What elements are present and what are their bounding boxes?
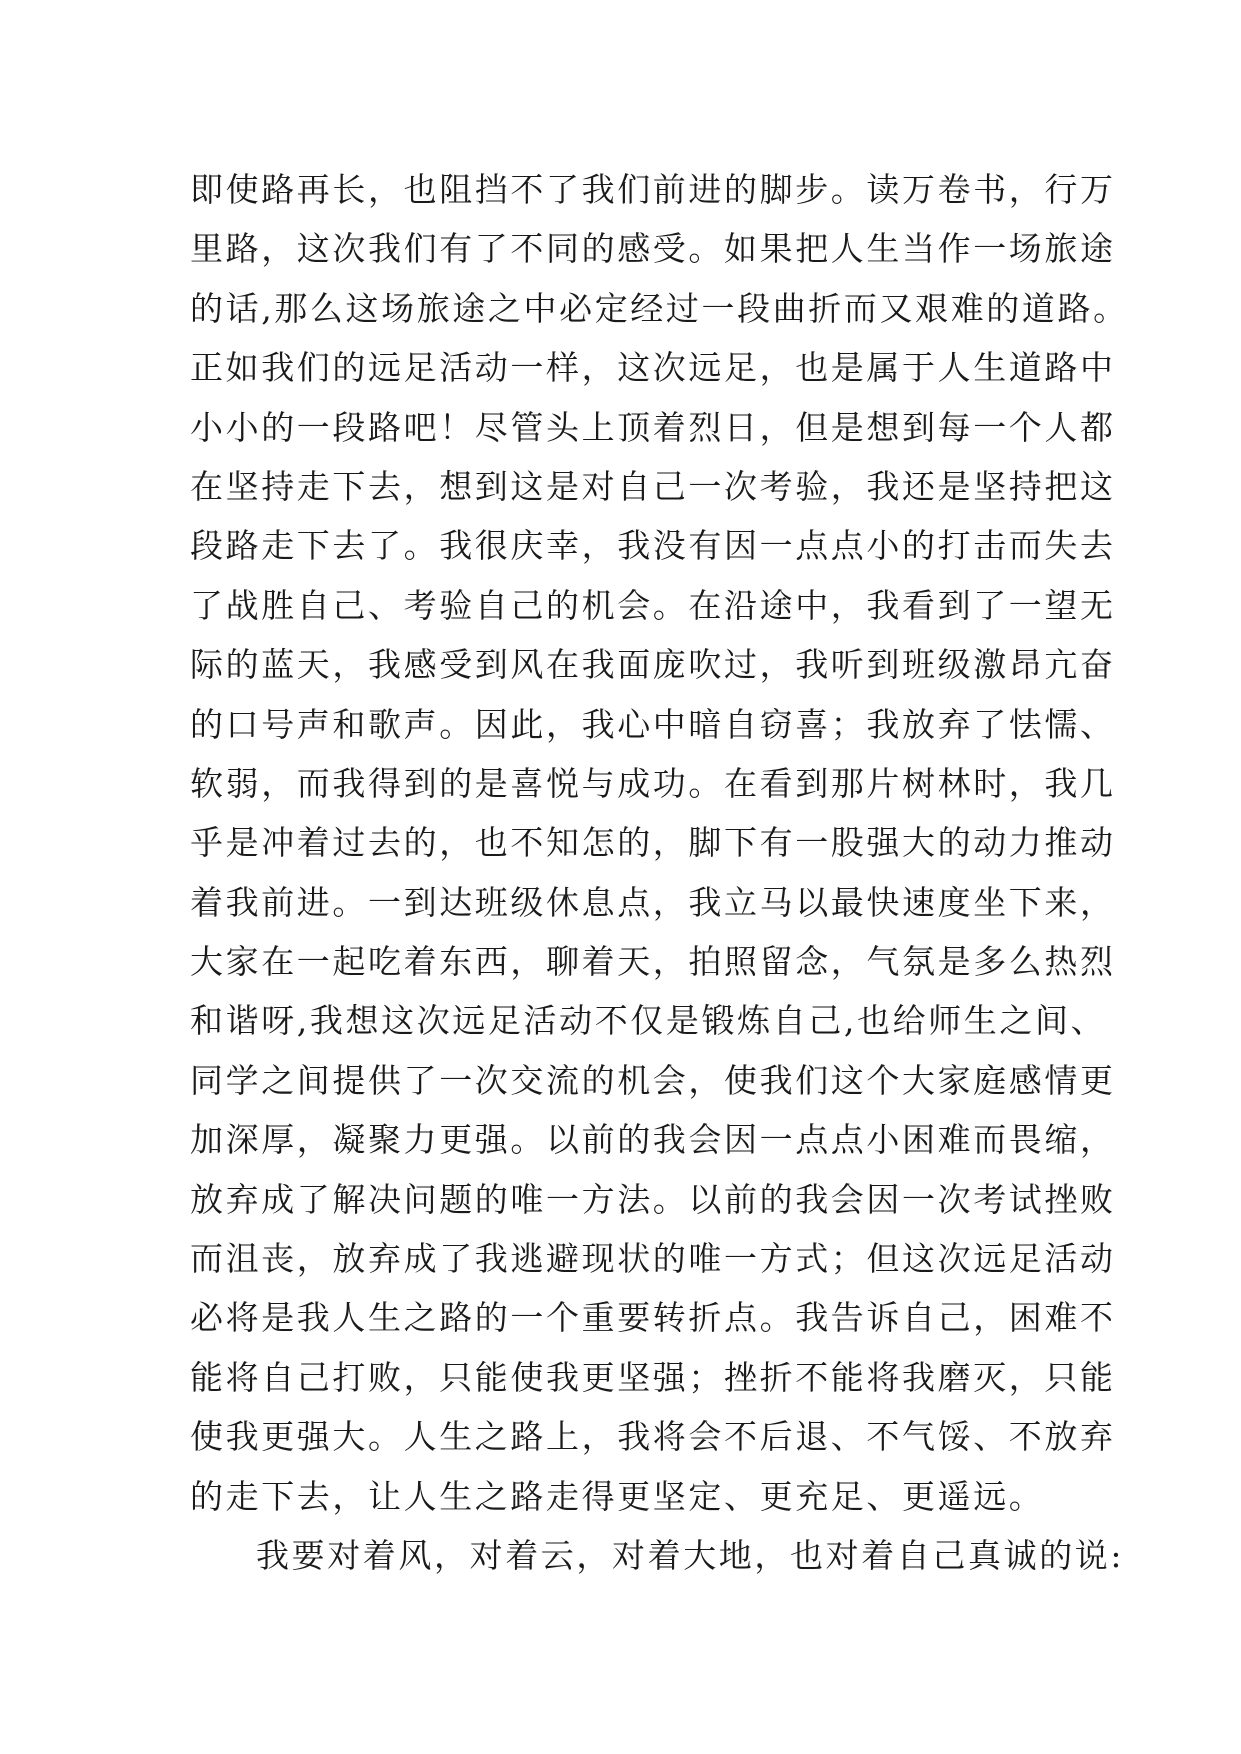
paragraph-indented-line: 我要对着风，对着云，对着大地，也对着自己真诚的说: (256, 1535, 1125, 1575)
text-line: 放弃成了解决问题的唯一方法。以前的我会因一次考试挫败 (190, 1179, 1116, 1219)
text-line: 软弱，而我得到的是喜悦与成功。在看到那片树林时，我几 (190, 763, 1116, 803)
text-line: 了战胜自己、考验自己的机会。在沿途中，我看到了一望无 (190, 585, 1116, 625)
text-line: 里路，这次我们有了不同的感受。如果把人生当作一场旅途 (190, 229, 1116, 269)
text-line: 际的蓝天，我感受到风在我面庞吹过，我听到班级激昂亢奋 (190, 645, 1116, 685)
text-line: 的口号声和歌声。因此，我心中暗自窃喜；我放弃了怯懦、 (190, 704, 1116, 744)
text-line: 乎是冲着过去的，也不知怎的，脚下有一股强大的动力推动 (190, 823, 1116, 863)
text-line: 加深厚，凝聚力更强。以前的我会因一点点小困难而畏缩， (190, 1120, 1116, 1160)
text-line: 大家在一起吃着东西，聊着天，拍照留念，气氛是多么热烈 (190, 942, 1116, 982)
text-line: 在坚持走下去，想到这是对自己一次考验，我还是坚持把这 (190, 466, 1116, 506)
text-line: 而沮丧，放弃成了我逃避现状的唯一方式；但这次远足活动 (190, 1239, 1116, 1279)
text-line: 能将自己打败，只能使我更坚强；挫折不能将我磨灭，只能 (190, 1357, 1116, 1397)
text-line: 正如我们的远足活动一样，这次远足，也是属于人生道路中 (190, 348, 1116, 388)
text-line: 即使路再长，也阻挡不了我们前进的脚步。读万卷书，行万 (190, 170, 1116, 209)
text-line: 的走下去，让人生之路走得更坚定、更充足、更遥远。 (190, 1476, 1045, 1516)
essay-text (190, 160, 1129, 1585)
text-line: 必将是我人生之路的一个重要转折点。我告诉自己，困难不 (190, 1298, 1116, 1338)
text-line: 使我更强大。人生之路上，我将会不后退、不气馁、不放弃 (190, 1417, 1116, 1457)
text-line: 着我前进。一到达班级休息点，我立马以最快速度坐下来， (190, 882, 1116, 922)
text-line: 的话,那么这场旅途之中必定经过一段曲折而又艰难的道路。 (190, 288, 1129, 328)
text-line: 段路走下去了。我很庆幸，我没有因一点点小的打击而失去 (190, 526, 1116, 566)
text-line: 小小的一段路吧！尽管头上顶着烈日，但是想到每一个人都 (190, 407, 1116, 447)
text-line: 和谐呀,我想这次远足活动不仅是锻炼自己,也给师生之间、 (190, 1001, 1107, 1041)
text-line: 同学之间提供了一次交流的机会，使我们这个大家庭感情更 (190, 1060, 1116, 1100)
